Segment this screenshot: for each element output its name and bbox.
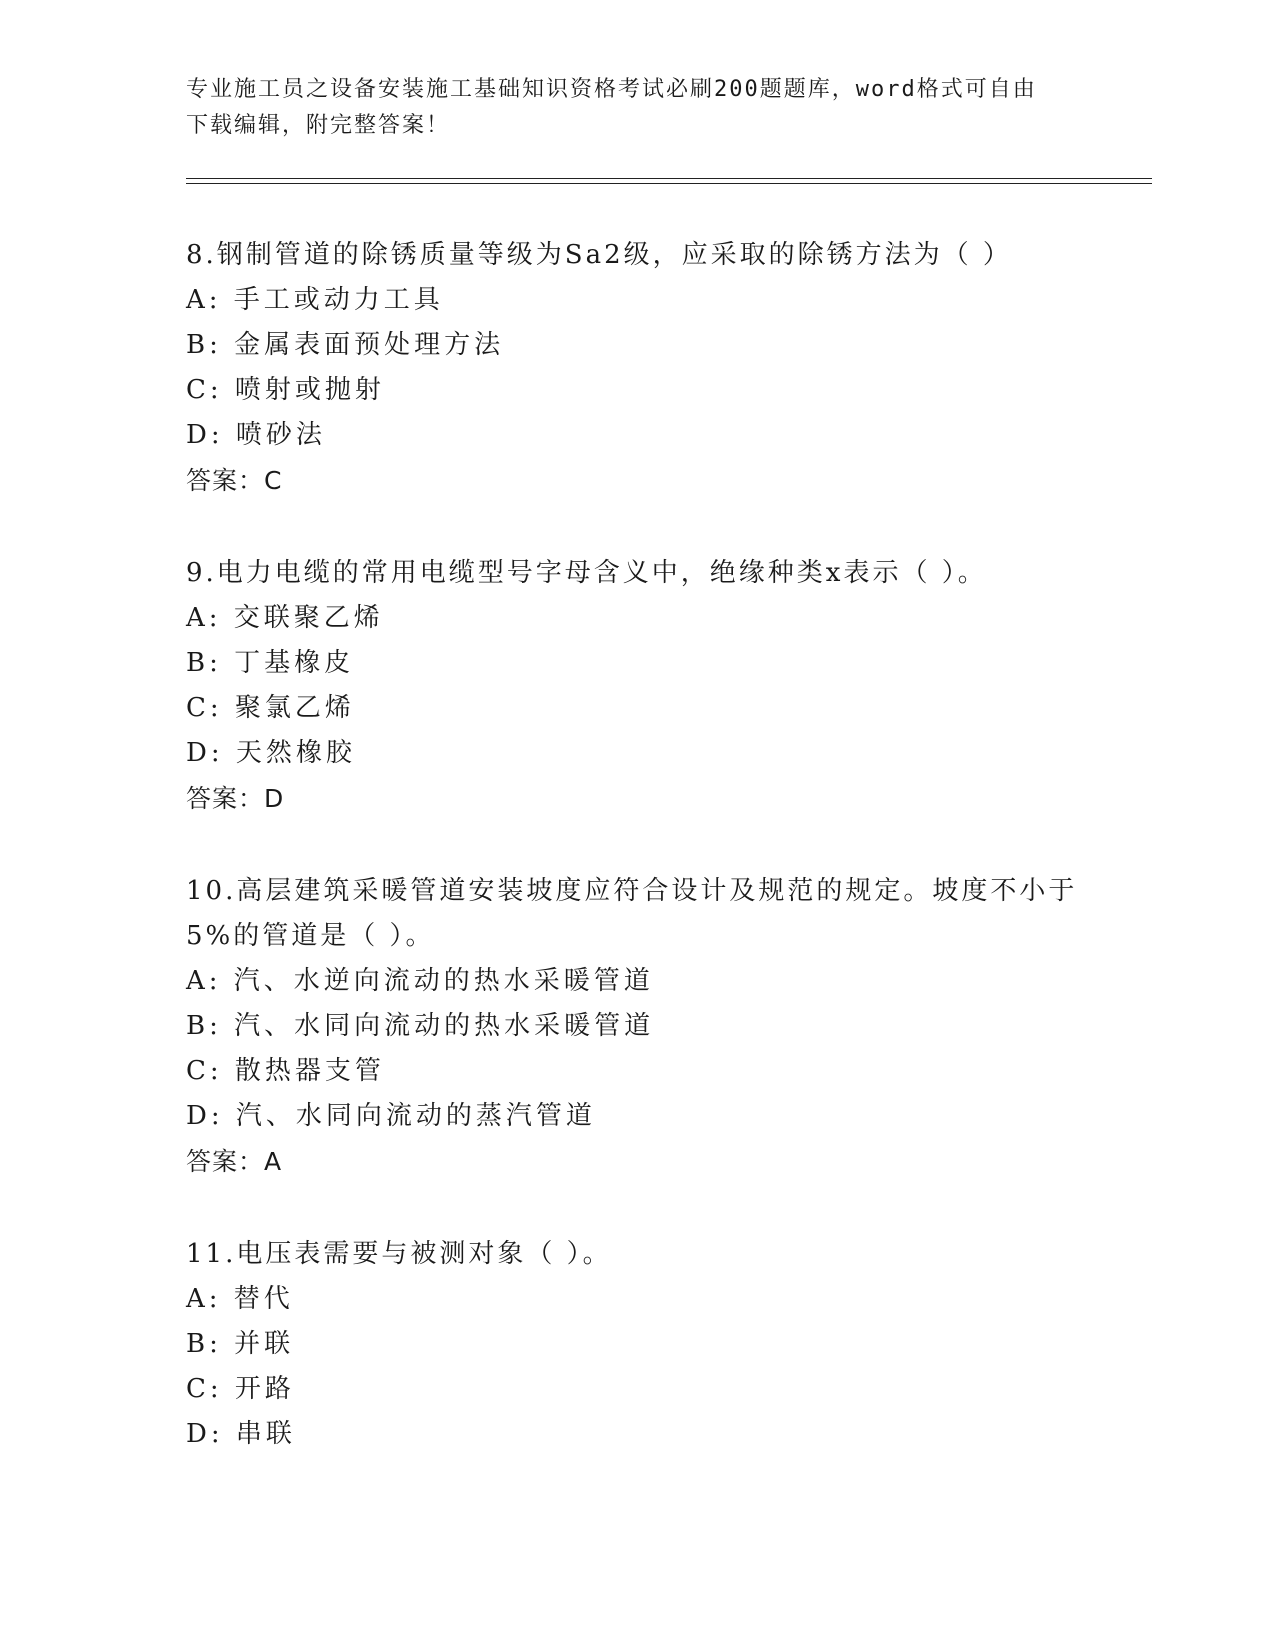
answer-key: 答案：A [186, 1147, 283, 1176]
option-c: C: 散热器支管 [186, 1056, 385, 1086]
question-block [186, 869, 1086, 1184]
option-d: D: 天然橡胶 [186, 738, 356, 768]
header-divider-bottom [186, 183, 1152, 184]
answer-key: 答案：C [186, 466, 283, 495]
option-d: D: 串联 [186, 1419, 296, 1449]
option-b: B: 金属表面预处理方法 [186, 330, 505, 360]
option-d: D: 汽、水同向流动的蒸汽管道 [186, 1101, 596, 1131]
option-b: B: 汽、水同向流动的热水采暖管道 [186, 1011, 655, 1041]
option-a: A: 手工或动力工具 [186, 285, 444, 315]
document-intro [186, 72, 1066, 144]
header-divider-top [186, 178, 1152, 179]
question-stem: 10.高层建筑采暖管道安装坡度应符合设计及规范的规定。坡度不小于5%的管道是（ ）。 [186, 876, 1078, 951]
question-block [186, 233, 1086, 503]
option-c: C: 喷射或抛射 [186, 375, 385, 405]
option-a: A: 交联聚乙烯 [186, 603, 384, 633]
option-c: C: 开路 [186, 1374, 295, 1404]
question-stem: 8.钢制管道的除锈质量等级为Sa2级，应采取的除锈方法为（ ） [186, 240, 1012, 270]
question-stem: 11.电压表需要与被测对象（ ）。 [186, 1239, 612, 1269]
answer-key: 答案：D [186, 784, 285, 813]
option-a: A: 汽、水逆向流动的热水采暖管道 [186, 966, 654, 996]
question-block [186, 1232, 1086, 1457]
option-d: D: 喷砂法 [186, 420, 326, 450]
intro-line-1: 专业施工员之设备安装施工基础知识资格考试必刷200题题库，word格式可自由 [186, 77, 1037, 102]
option-b: B: 丁基橡皮 [186, 648, 355, 678]
intro-line-2: 下载编辑，附完整答案！ [186, 113, 451, 138]
option-a: A: 替代 [186, 1284, 294, 1314]
option-b: B: 并联 [186, 1329, 295, 1359]
question-stem: 9.电力电缆的常用电缆型号字母含义中，绝缘种类x表示（ ）。 [186, 558, 987, 588]
option-c: C: 聚氯乙烯 [186, 693, 355, 723]
question-block [186, 551, 1086, 821]
